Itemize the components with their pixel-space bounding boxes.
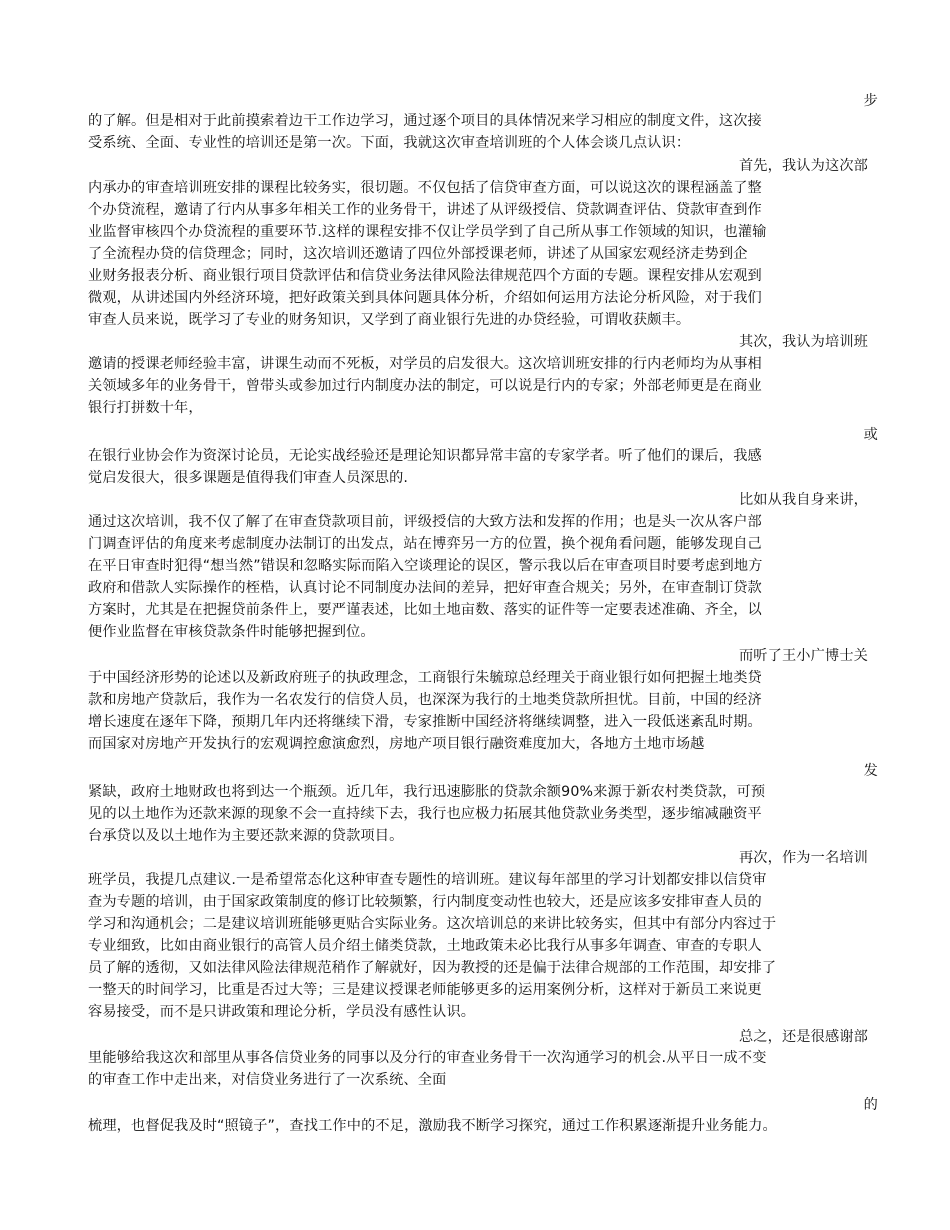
text-line: 的了解。但是相对于此前摸索着边干工作边学习，通过逐个项目的具体情况来学习相应的制度文件，这次接 (88, 113, 762, 129)
text-line: 其次，我认为培训班 (738, 334, 868, 350)
text-line: 再次，作为一名培训 (738, 850, 868, 866)
text-line: 的审查工作中走出来，对信贷业务进行了一次系统、全面 (88, 1072, 447, 1088)
text-line: 政府和借款人实际操作的桎梏，认真讨论不同制度办法间的差异，把好审查合规关；另外，在审查制订贷款 (88, 580, 762, 596)
text-line: 或 (863, 427, 878, 443)
text-line: 受系统、全面、专业性的培训还是第一次。下面，我就这次审查培训班的个人体会谈几点认识： (88, 135, 691, 151)
text-line: 个办贷流程，邀请了行内从事多年相关工作的业务骨干，讲述了从评级授信、贷款调查评估、贷款审查到作 (88, 202, 762, 218)
text-line: 容易接受，而不是只讲政策和理论分析，学员没有感性认识。 (88, 1004, 476, 1020)
text-line: 邀请的授课老师经验丰富，讲课生动而不死板，对学员的启发很大。这次培训班安排的行内老师均为从事相 (88, 356, 762, 372)
text-line: 便作业监督在审核贷款条件时能够把握到位。 (88, 624, 375, 640)
text-line: 门调查评估的角度来考虑制度办法制订的出发点，站在博弈另一方的位置，换个视角看问题，能够发现自己 (88, 536, 762, 552)
text-line: 发 (863, 763, 878, 779)
text-line: 班学员，我提几点建议.一是希望常态化这种审查专题性的培训班。建议每年部里的学习计划都安排以信贷审 (88, 872, 767, 888)
text-line: 梳理，也督促我及时“照镜子”，查找工作中的不足，激励我不断学习探究，通过工作积累逐渐提升业务能力。 (88, 1118, 777, 1134)
text-line: 一整天的时间学习，比重是否过大等；三是建议授课老师能够更多的运用案例分析，这样对于新员工来说更 (88, 982, 762, 998)
text-line: 微观，从讲述国内外经济环境，把好政策关到具体问题具体分析，介绍如何运用方法论分析风险，对于我们 (88, 290, 762, 306)
text-line: 的 (863, 1097, 878, 1113)
text-line: 学习和沟通机会；二是建议培训班能够更贴合实际业务。这次培训总的来讲比较务实，但其中有部分内容过于 (88, 916, 777, 932)
text-line: 员了解的透彻，又如法律风险法律规范稍作了解就好，因为教授的还是偏于法律合规部的工作范围，却安排了 (88, 960, 777, 976)
text-line: 通过这次培训，我不仅了解了在审查贷款项目前，评级授信的大致方法和发挥的作用；也是头一次从客户部 (88, 514, 762, 530)
text-line: 审查人员来说，既学习了专业的财务知识，又学到了商业银行先进的办贷经验，可谓收获颇丰。 (88, 312, 691, 328)
text-line: 在银行业协会作为资深讨论员，无论实战经验还是理论知识都异常丰富的专家学者。听了他们的课后，我感 (88, 448, 762, 464)
text-line: 比如从我自身来讲， (738, 492, 868, 508)
text-line: 内承办的审查培训班安排的课程比较务实，很切题。不仅包括了信贷审查方面，可以说这次的课程涵盖了整 (88, 180, 762, 196)
text-line: 里能够给我这次和部里从事各信贷业务的同事以及分行的审查业务骨干一次沟通学习的机会.从平日一成不变 (88, 1050, 767, 1066)
text-line: 而听了王小广博士关 (738, 648, 868, 664)
text-line: 而国家对房地产开发执行的宏观调控愈演愈烈，房地产项目银行融资难度加大，各地方土地市场越 (88, 736, 705, 752)
text-line: 于中国经济形势的论述以及新政府班子的执政理念，工商银行朱毓琼总经理关于商业银行如何把握土地类贷 (88, 670, 762, 686)
text-line: 关领域多年的业务骨干，曾带头或参加过行内制度办法的制定，可以说是行内的专家；外部老师更是在商业 (88, 378, 762, 394)
text-line: 首先，我认为这次部 (738, 158, 868, 174)
text-line: 业财务报表分析、商业银行项目贷款评估和信贷业务法律风险法律规范四个方面的专题。课程安排从宏观到 (88, 268, 762, 284)
text-line: 查为专题的培训，由于国家政策制度的修订比较频繁，行内制度变动性也较大，还是应该多安排审查人员的 (88, 894, 762, 910)
text-line: 见的以土地作为还款来源的现象不会一直持续下去，我行也应极力拓展其他贷款业务类型，逐步缩减融资平 (88, 806, 762, 822)
text-line: 总之，还是很感谢部 (738, 1029, 868, 1045)
text-line: 台承贷以及以土地作为主要还款来源的贷款项目。 (88, 828, 404, 844)
text-line: 业监督审核四个办贷流程的重要环节.这样的课程安排不仅让学员学到了自己所从事工作领域的知识，也灌输 (88, 224, 767, 240)
text-line: 专业细致，比如由商业银行的高管人员介绍土储类贷款，土地政策未必比我行从事多年调查、审查的专职人 (88, 938, 762, 954)
text-line: 款和房地产贷款后，我作为一名农发行的信贷人员，也深深为我行的土地类贷款所担忧。目前，中国的经济 (88, 692, 762, 708)
text-line: 觉启发很大，很多课题是值得我们审查人员深思的. (88, 470, 409, 486)
text-line: 了全流程办贷的信贷理念；同时，这次培训还邀请了四位外部授课老师，讲述了从国家宏观经济走势到企 (88, 246, 748, 262)
text-line: 银行打拼数十年， (88, 400, 203, 416)
text-line: 紧缺，政府土地财政也将到达一个瓶颈。近几年，我行迅速膨胀的贷款余额90%来源于新农村类贷款，可预 (88, 784, 766, 800)
text-line: 方案时，尤其是在把握贷前条件上，要严谨表述，比如土地亩数、落实的证件等一定要表述准确、齐全，以 (88, 602, 762, 618)
text-line: 在平日审查时犯得“想当然”错误和忽略实际而陷入空谈理论的误区，警示我以后在审查项目时要考虑到地方 (88, 558, 763, 574)
text-line: 增长速度在逐年下降，预期几年内还将继续下滑，专家推断中国经济将继续调整，进入一段低迷紊乱时期。 (88, 714, 762, 730)
text-line: 步 (863, 93, 878, 109)
